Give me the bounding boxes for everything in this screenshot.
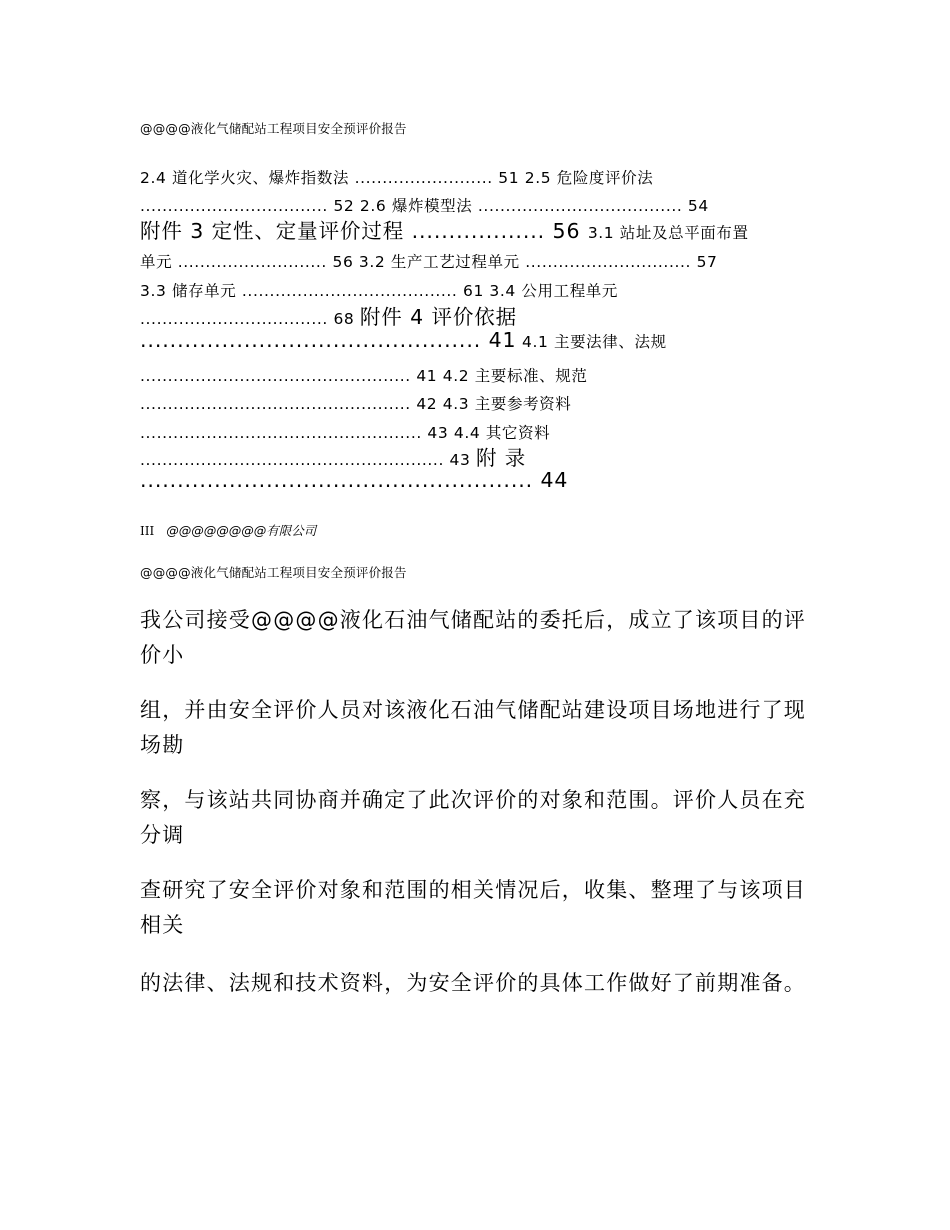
toc-line: 单元 ........................... 56 3.2 生产工艺过程单元 .............................. 57 xyxy=(140,253,718,271)
page-footer xyxy=(140,521,316,539)
paragraph: 组，并由安全评价人员对该液化石油气储配站建设项目场地进行了现场勘 xyxy=(140,698,806,757)
toc-heading: 附件 4 评价依据 xyxy=(359,305,518,329)
paragraph: 察，与该站共同协商并确定了此次评价的对象和范围。评价人员在充分调 xyxy=(140,788,806,847)
toc-line: 2.4 道化学火灾、爆炸指数法 ......................... 51 2.5 危险度评价法 xyxy=(140,169,654,187)
toc-line: ................................................. 41 4.2 主要标准、规范 xyxy=(140,367,588,385)
page-header: @@@@液化气储配站工程项目安全预评价报告 xyxy=(140,121,407,136)
toc-line: ................................................... 43 4.4 其它资料 xyxy=(140,424,551,442)
toc-heading: 附件 3 定性、定量评价过程 .................. 56 xyxy=(140,219,588,243)
paragraph: 的法律、法规和技术资料，为安全评价的具体工作做好了前期准备。 xyxy=(140,971,806,995)
toc-line: .............................................. 41 4.1 主要法律、法规 xyxy=(140,328,667,352)
toc-line: 附件 3 定性、定量评价过程 .................. 56 3.1 站址及总平面布置 xyxy=(140,219,749,243)
page-header: @@@@液化气储配站工程项目安全预评价报告 xyxy=(140,565,407,580)
toc-line: .................................. 52 2.6 爆炸模型法 ..................................... 54 xyxy=(140,197,709,215)
toc-line: ..................................................... 44 xyxy=(140,468,569,492)
toc-line: ....................................................... 43 附 录 xyxy=(140,446,527,470)
toc-line: .................................. 68 附件 4 评价依据 xyxy=(140,305,518,329)
paragraph: 查研究了安全评价对象和范围的相关情况后，收集、整理了与该项目相关 xyxy=(140,878,806,937)
toc-line: 3.3 储存单元 ....................................... 61 3.4 公用工程单元 xyxy=(140,282,619,300)
toc-heading: 附 录 xyxy=(475,446,527,470)
page-number: III xyxy=(140,524,155,538)
paragraph: 我公司接受@@@@液化石油气储配站的委托后，成立了该项目的评价小 xyxy=(140,608,806,667)
company-name: @@@@@@@@有限公司 xyxy=(166,523,317,538)
toc-line: ................................................. 42 4.3 主要参考资料 xyxy=(140,395,572,413)
